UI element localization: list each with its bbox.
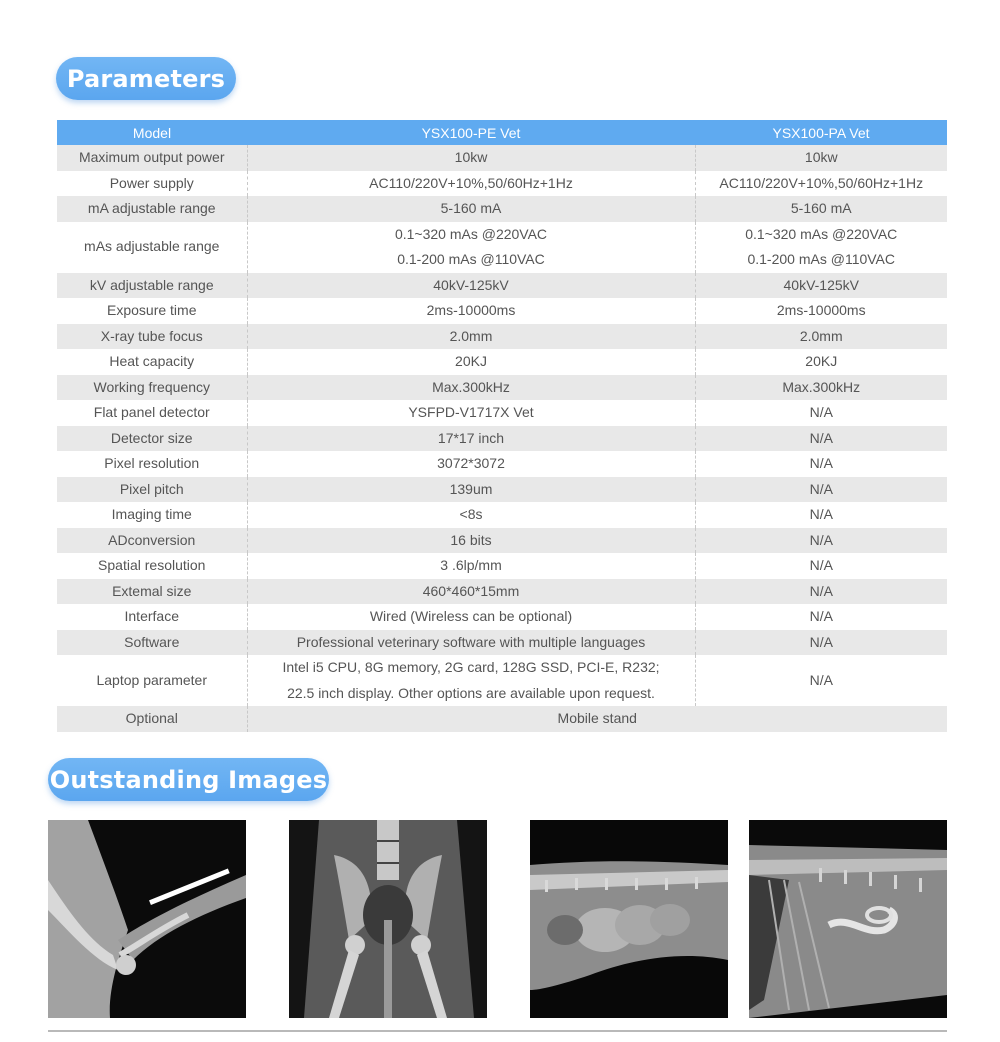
row-label: Heat capacity [57, 349, 247, 375]
row-value-pa: N/A [695, 451, 947, 477]
row-value-pe: YSFPD-V1717X Vet [247, 400, 695, 426]
table-row [57, 655, 947, 706]
row-label: kV adjustable range [57, 273, 247, 299]
row-value-pa: 2.0mm [695, 324, 947, 350]
row-value-pe: <8s [247, 502, 695, 528]
table-row [57, 298, 947, 324]
row-value-pa: AC110/220V+10%,50/60Hz+1Hz [695, 171, 947, 197]
row-value-pe: AC110/220V+10%,50/60Hz+1Hz [247, 171, 695, 197]
row-value-pa: N/A [695, 502, 947, 528]
table-row [57, 375, 947, 401]
header-model: Model [57, 120, 247, 145]
row-value-pe: 139um [247, 477, 695, 503]
row-value-pe: 2ms-10000ms [247, 298, 695, 324]
table-row [57, 349, 947, 375]
table-row [57, 553, 947, 579]
table-row [57, 222, 947, 273]
row-label: Power supply [57, 171, 247, 197]
row-value-pe [247, 222, 695, 273]
bottom-divider [48, 1030, 947, 1032]
row-value-pa: N/A [695, 604, 947, 630]
table-row [57, 630, 947, 656]
row-value-pe: 17*17 inch [247, 426, 695, 452]
row-label: mA adjustable range [57, 196, 247, 222]
parameters-table [57, 120, 947, 732]
row-value-pa: N/A [695, 553, 947, 579]
row-value-pe: 5-160 mA [247, 196, 695, 222]
row-value-pa [695, 222, 947, 273]
row-label: Laptop parameter [57, 655, 247, 706]
row-label: Detector size [57, 426, 247, 452]
row-value-pe: Max.300kHz [247, 375, 695, 401]
row-label: Pixel resolution [57, 451, 247, 477]
value-line: 0.1-200 mAs @110VAC [397, 251, 545, 267]
row-label: Pixel pitch [57, 477, 247, 503]
row-value-pa: N/A [695, 528, 947, 554]
header-pe-model: YSX100-PE Vet [247, 120, 695, 145]
row-value-pa: N/A [695, 655, 947, 706]
parameters-section-title: Parameters [56, 57, 236, 100]
row-value-pe: 16 bits [247, 528, 695, 554]
table-row [57, 196, 947, 222]
row-value-pe: 3072*3072 [247, 451, 695, 477]
row-value-pe: 10kw [247, 145, 695, 171]
row-label: Software [57, 630, 247, 656]
value-line: Intel i5 CPU, 8G memory, 2G card, 128G SSD, PCI-E, R232; [282, 659, 660, 675]
row-value-pe: Professional veterinary software with multiple languages [247, 630, 695, 656]
row-label: Exposure time [57, 298, 247, 324]
row-value-pe: 2.0mm [247, 324, 695, 350]
value-line: 0.1-200 mAs @110VAC [747, 251, 896, 267]
table-row [57, 706, 947, 732]
row-value-both: Mobile stand [247, 706, 947, 732]
row-label: mAs adjustable range [57, 222, 247, 273]
row-label: X-ray tube focus [57, 324, 247, 350]
row-label: Imaging time [57, 502, 247, 528]
row-value-pa: N/A [695, 579, 947, 605]
value-line: 22.5 inch display. Other options are available upon request. [287, 684, 655, 701]
table-row [57, 171, 947, 197]
row-value-pa: 5-160 mA [695, 196, 947, 222]
table-header-row [57, 120, 947, 145]
row-label: Spatial resolution [57, 553, 247, 579]
row-label: Flat panel detector [57, 400, 247, 426]
xray-pelvis-image [289, 820, 487, 1018]
row-label: Working frequency [57, 375, 247, 401]
row-value-pa: 2ms-10000ms [695, 298, 947, 324]
value-line: 0.1~320 mAs @220VAC [745, 225, 898, 242]
xray-abdomen-image [530, 820, 728, 1018]
row-value-pa: 20KJ [695, 349, 947, 375]
xray-thorax-image [749, 820, 947, 1018]
row-label: Interface [57, 604, 247, 630]
row-value-pe [247, 655, 695, 706]
table-row [57, 145, 947, 171]
row-label: Extemal size [57, 579, 247, 605]
value-line: 0.1~320 mAs @220VAC [394, 225, 548, 242]
xray-gallery [48, 820, 947, 1018]
table-row [57, 324, 947, 350]
table-row [57, 451, 947, 477]
row-label: ADconversion [57, 528, 247, 554]
row-value-pe: 460*460*15mm [247, 579, 695, 605]
row-value-pa: 40kV-125kV [695, 273, 947, 299]
row-value-pa: 10kw [695, 145, 947, 171]
row-label: Maximum output power [57, 145, 247, 171]
row-value-pa: Max.300kHz [695, 375, 947, 401]
row-value-pa: N/A [695, 426, 947, 452]
table-row [57, 528, 947, 554]
row-value-pe: 3 .6lp/mm [247, 553, 695, 579]
table-row [57, 400, 947, 426]
row-value-pe: 40kV-125kV [247, 273, 695, 299]
table-row [57, 502, 947, 528]
header-pa-model: YSX100-PA Vet [695, 120, 947, 145]
xray-limb-image [48, 820, 246, 1018]
row-value-pa: N/A [695, 630, 947, 656]
row-label: Optional [57, 706, 247, 732]
row-value-pa: N/A [695, 477, 947, 503]
row-value-pe: 20KJ [247, 349, 695, 375]
table-row [57, 426, 947, 452]
table-row [57, 477, 947, 503]
table-row [57, 604, 947, 630]
row-value-pa: N/A [695, 400, 947, 426]
row-value-pe: Wired (Wireless can be optional) [247, 604, 695, 630]
table-row [57, 579, 947, 605]
images-section-title: Outstanding Images [48, 758, 329, 801]
table-row [57, 273, 947, 299]
